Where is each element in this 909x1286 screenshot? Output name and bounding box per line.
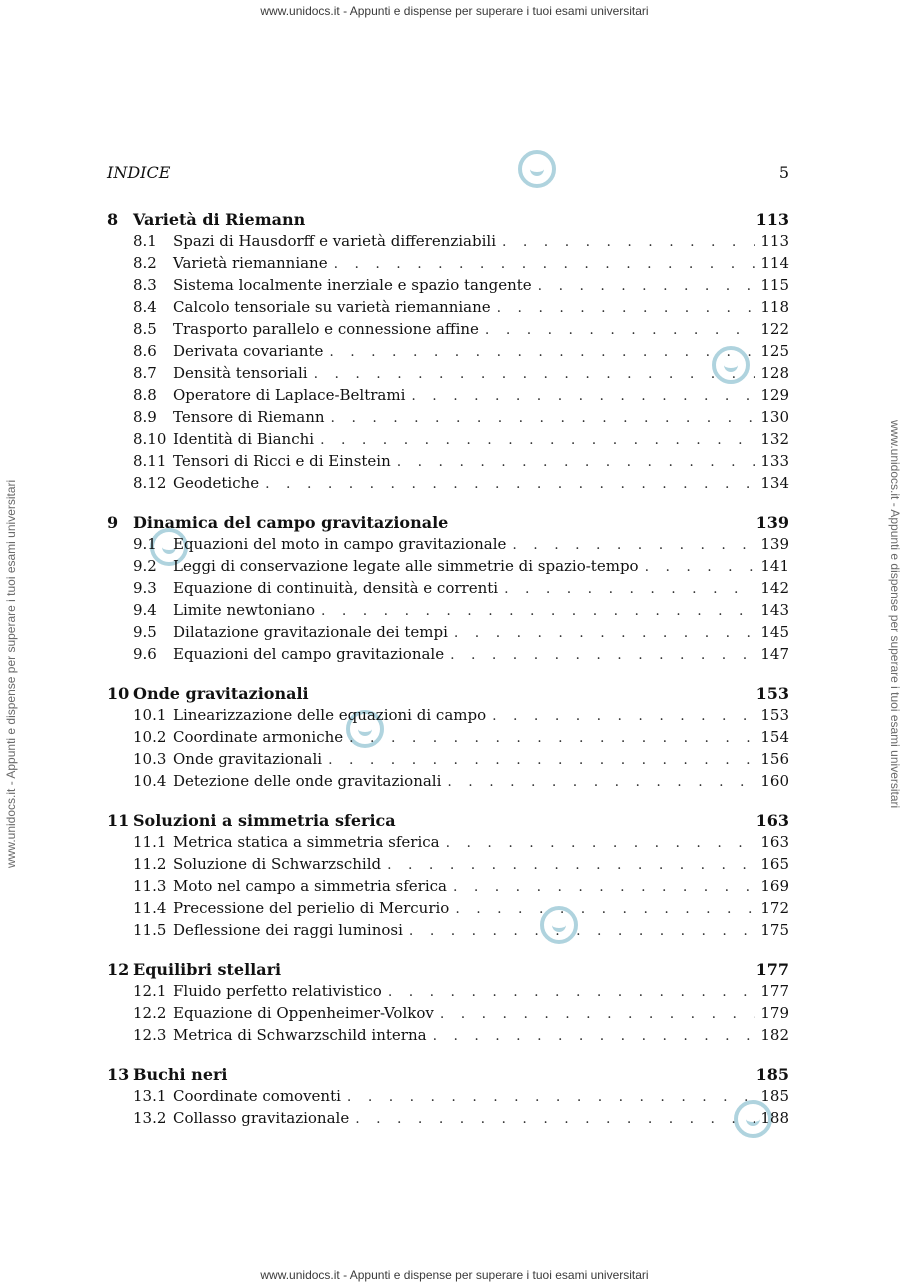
chapter-number: 13	[107, 1065, 130, 1084]
chapter-title: Varietà di Riemann	[133, 210, 306, 229]
section-page: 114	[760, 254, 789, 272]
toc-section-entry[interactable]	[107, 364, 789, 386]
section-title: Leggi di conservazione legate alle simmetrie di spazio-tempo	[173, 557, 639, 575]
section-title: Sistema localmente inerziale e spazio tangente	[173, 276, 532, 294]
dot-leader	[446, 835, 755, 851]
section-page: 142	[760, 579, 789, 597]
dot-leader	[433, 1028, 755, 1044]
chapter-number: 9	[107, 513, 119, 532]
section-page: 125	[760, 342, 789, 360]
dot-leader	[347, 1089, 755, 1105]
section-number: 9.1	[133, 535, 157, 553]
dot-leader	[504, 581, 755, 597]
toc-section-entry[interactable]	[107, 232, 789, 254]
watermark-left: www.unidocs.it - Appunti e dispense per superare i tuoi esami universitari	[4, 479, 18, 868]
dot-leader	[388, 984, 755, 1000]
section-title: Deflessione dei raggi luminosi	[173, 921, 403, 939]
dot-leader	[397, 454, 755, 470]
toc-section-entry[interactable]	[107, 982, 789, 1004]
toc-section-entry[interactable]	[107, 342, 789, 364]
section-page: 188	[760, 1109, 789, 1127]
dot-leader	[512, 537, 755, 553]
dot-leader	[440, 1006, 755, 1022]
section-page: 122	[760, 320, 789, 338]
section-title: Soluzione di Schwarzschild	[173, 855, 382, 873]
toc-section-entry[interactable]	[107, 386, 789, 408]
toc-chapter	[107, 513, 789, 667]
chapter-page: 163	[755, 811, 789, 830]
section-number: 8.3	[133, 276, 157, 294]
section-title: Geodetiche	[173, 474, 260, 492]
section-title: Equazione di Oppenheimer-Volkov	[173, 1004, 434, 1022]
toc-chapter-entry[interactable]	[107, 210, 789, 232]
section-number: 11.5	[133, 921, 167, 939]
dot-leader	[329, 344, 755, 360]
running-header-title: INDICE	[107, 163, 171, 182]
section-number: 9.4	[133, 601, 157, 619]
section-title: Equazioni del moto in campo gravitazionale	[173, 535, 507, 553]
section-page: 156	[760, 750, 789, 768]
toc-chapter-entry[interactable]	[107, 811, 789, 833]
dot-leader	[538, 278, 755, 294]
section-number: 11.1	[133, 833, 167, 851]
section-number: 13.1	[133, 1087, 167, 1105]
dot-leader	[453, 879, 755, 895]
toc-section-entry[interactable]	[107, 430, 789, 452]
toc-chapter	[107, 1065, 789, 1131]
section-number: 12.1	[133, 982, 167, 1000]
section-title: Spazi di Hausdorff e varietà differenziabili	[173, 232, 496, 250]
section-number: 10.4	[133, 772, 167, 790]
toc-section-entry[interactable]	[107, 750, 789, 772]
section-page: 179	[760, 1004, 789, 1022]
toc-section-entry[interactable]	[107, 276, 789, 298]
chapter-page: 185	[755, 1065, 789, 1084]
section-title: Fluido perfetto relativistico	[173, 982, 382, 1000]
section-number: 8.6	[133, 342, 157, 360]
chapter-number: 11	[107, 811, 130, 830]
section-page: 147	[760, 645, 789, 663]
chapter-page: 153	[755, 684, 789, 703]
chapter-number: 8	[107, 210, 119, 229]
section-page: 175	[760, 921, 789, 939]
section-title: Densità tensoriali	[173, 364, 308, 382]
section-number: 12.2	[133, 1004, 167, 1022]
section-page: 128	[760, 364, 789, 382]
section-number: 9.2	[133, 557, 157, 575]
toc-section-entry[interactable]	[107, 623, 789, 645]
toc-chapter-entry[interactable]	[107, 684, 789, 706]
section-number: 10.1	[133, 706, 167, 724]
section-title: Linearizzazione delle equazioni di campo	[173, 706, 487, 724]
section-number: 8.4	[133, 298, 157, 316]
section-title: Precessione del perielio di Mercurio	[173, 899, 450, 917]
dot-leader	[328, 752, 755, 768]
section-number: 9.5	[133, 623, 157, 641]
section-number: 13.2	[133, 1109, 167, 1127]
section-page: 115	[760, 276, 789, 294]
dot-leader	[320, 432, 755, 448]
section-title: Equazione di continuità, densità e correnti	[173, 579, 499, 597]
watermark-bottom-link[interactable]: www.unidocs.it - Appunti e dispense per superare i tuoi esami universitari	[260, 1268, 649, 1282]
section-page: 133	[760, 452, 789, 470]
section-number: 10.3	[133, 750, 167, 768]
dot-leader	[492, 708, 755, 724]
dot-leader	[334, 256, 755, 272]
dot-leader	[497, 300, 755, 316]
chapter-page: 113	[755, 210, 789, 229]
section-page: 145	[760, 623, 789, 641]
toc-section-entry[interactable]	[107, 899, 789, 921]
toc-section-entry[interactable]	[107, 452, 789, 474]
section-page: 132	[760, 430, 789, 448]
chapter-title: Soluzioni a simmetria sferica	[133, 811, 396, 830]
section-number: 11.4	[133, 899, 167, 917]
page-number: 5	[778, 163, 789, 182]
section-number: 11.2	[133, 855, 167, 873]
section-number: 11.3	[133, 877, 167, 895]
dot-leader	[454, 625, 755, 641]
section-title: Limite newtoniano	[173, 601, 315, 619]
chapter-title: Onde gravitazionali	[133, 684, 309, 703]
dot-leader	[447, 774, 755, 790]
section-page: 172	[760, 899, 789, 917]
section-number: 8.10	[133, 430, 167, 448]
chapter-title: Buchi neri	[133, 1065, 228, 1084]
section-number: 10.2	[133, 728, 167, 746]
section-page: 177	[760, 982, 789, 1000]
toc-section-entry[interactable]	[107, 320, 789, 342]
toc-section-entry[interactable]	[107, 706, 789, 728]
section-page: 154	[760, 728, 789, 746]
section-page: 182	[760, 1026, 789, 1044]
section-page: 130	[760, 408, 789, 426]
chapter-title: Dinamica del campo gravitazionale	[133, 513, 449, 532]
section-number: 8.1	[133, 232, 157, 250]
section-title: Coordinate armoniche	[173, 728, 344, 746]
section-title: Calcolo tensoriale su varietà riemanniane	[173, 298, 491, 316]
dot-leader	[455, 901, 755, 917]
toc-section-entry[interactable]	[107, 298, 789, 320]
toc-section-entry[interactable]	[107, 1087, 789, 1109]
section-title: Tensori di Ricci e di Einstein	[173, 452, 391, 470]
section-title: Metrica di Schwarzschild interna	[173, 1026, 427, 1044]
section-title: Operatore di Laplace-Beltrami	[173, 386, 406, 404]
toc-chapter	[107, 684, 789, 794]
section-title: Tensore di Riemann	[173, 408, 325, 426]
chapter-page: 139	[755, 513, 789, 532]
chapter-number: 12	[107, 960, 130, 979]
section-number: 8.8	[133, 386, 157, 404]
section-title: Derivata covariante	[173, 342, 324, 360]
dot-leader	[387, 857, 755, 873]
dot-leader	[349, 730, 755, 746]
section-page: 160	[760, 772, 789, 790]
toc-chapter-entry[interactable]	[107, 1065, 789, 1087]
section-title: Dilatazione gravitazionale dei tempi	[173, 623, 448, 641]
toc-chapter	[107, 960, 789, 1048]
section-page: 141	[760, 557, 789, 575]
section-page: 163	[760, 833, 789, 851]
dot-leader	[411, 388, 755, 404]
chapter-title: Equilibri stellari	[133, 960, 282, 979]
toc-chapter-entry[interactable]	[107, 513, 789, 535]
section-title: Onde gravitazionali	[173, 750, 323, 768]
section-number: 8.5	[133, 320, 157, 338]
section-title: Trasporto parallelo e connessione affine	[173, 320, 479, 338]
toc-section-entry[interactable]	[107, 728, 789, 750]
toc-section-entry[interactable]	[107, 645, 789, 667]
chapter-number: 10	[107, 684, 130, 703]
section-number: 8.11	[133, 452, 167, 470]
section-page: 134	[760, 474, 789, 492]
section-number: 9.3	[133, 579, 157, 597]
toc-section-entry[interactable]	[107, 557, 789, 579]
section-page: 185	[760, 1087, 789, 1105]
section-number: 8.12	[133, 474, 167, 492]
dot-leader	[331, 410, 755, 426]
watermark-right: www.unidocs.it - Appunti e dispense per superare i tuoi esami universitari	[888, 420, 902, 809]
section-title: Collasso gravitazionale	[173, 1109, 350, 1127]
section-number: 12.3	[133, 1026, 167, 1044]
section-page: 169	[760, 877, 789, 895]
section-number: 9.6	[133, 645, 157, 663]
toc-section-entry[interactable]	[107, 1109, 789, 1131]
section-number: 8.7	[133, 364, 157, 382]
running-header	[107, 163, 789, 182]
table-of-contents	[107, 210, 789, 1148]
toc-section-entry[interactable]	[107, 1004, 789, 1026]
section-page: 129	[760, 386, 789, 404]
toc-chapter	[107, 811, 789, 943]
dot-leader	[450, 647, 755, 663]
dot-leader	[502, 234, 755, 250]
section-title: Detezione delle onde gravitazionali	[173, 772, 442, 790]
toc-section-entry[interactable]	[107, 877, 789, 899]
toc-chapter-entry[interactable]	[107, 960, 789, 982]
toc-section-entry[interactable]	[107, 833, 789, 855]
section-number: 8.2	[133, 254, 157, 272]
section-title: Coordinate comoventi	[173, 1087, 341, 1105]
chapter-page: 177	[755, 960, 789, 979]
toc-section-entry[interactable]	[107, 1026, 789, 1048]
section-title: Moto nel campo a simmetria sferica	[173, 877, 447, 895]
toc-section-entry[interactable]	[107, 474, 789, 496]
dot-leader	[314, 366, 755, 382]
section-title: Varietà riemanniane	[173, 254, 328, 272]
toc-section-entry[interactable]	[107, 408, 789, 430]
dot-leader	[409, 923, 755, 939]
toc-section-entry[interactable]	[107, 535, 789, 557]
section-page: 143	[760, 601, 789, 619]
section-page: 118	[760, 298, 789, 316]
toc-section-entry[interactable]	[107, 772, 789, 794]
toc-section-entry[interactable]	[107, 855, 789, 877]
dot-leader	[485, 322, 755, 338]
toc-chapter	[107, 210, 789, 496]
section-page: 153	[760, 706, 789, 724]
dot-leader	[265, 476, 755, 492]
section-page: 139	[760, 535, 789, 553]
dot-leader	[645, 559, 755, 575]
toc-section-entry[interactable]	[107, 579, 789, 601]
toc-section-entry[interactable]	[107, 921, 789, 943]
watermark-top-link[interactable]: www.unidocs.it - Appunti e dispense per superare i tuoi esami universitari	[260, 4, 649, 18]
section-page: 165	[760, 855, 789, 873]
section-number: 8.9	[133, 408, 157, 426]
dot-leader	[355, 1111, 755, 1127]
dot-leader	[321, 603, 755, 619]
toc-section-entry[interactable]	[107, 254, 789, 276]
toc-section-entry[interactable]	[107, 601, 789, 623]
section-title: Identità di Bianchi	[173, 430, 315, 448]
section-page: 113	[760, 232, 789, 250]
section-title: Metrica statica a simmetria sferica	[173, 833, 440, 851]
section-title: Equazioni del campo gravitazionale	[173, 645, 445, 663]
